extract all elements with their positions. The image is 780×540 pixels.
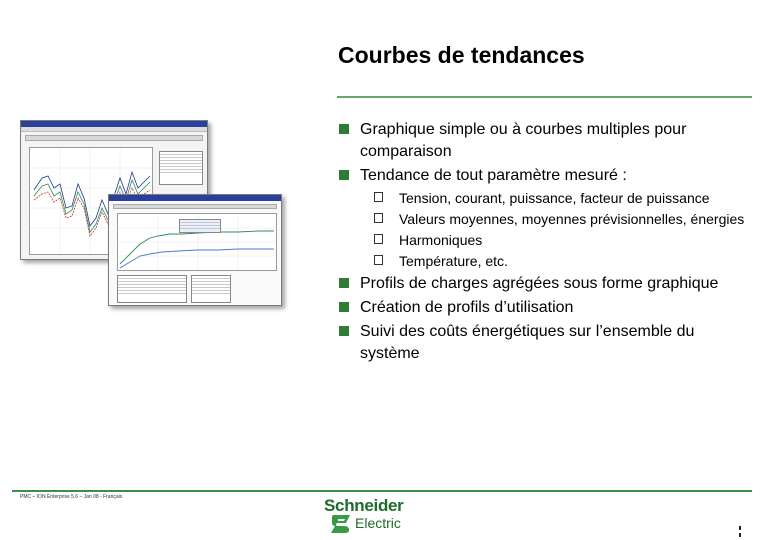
sub-bullet-item	[338, 231, 753, 249]
bullet-text: Création de profils d’utilisation	[360, 299, 574, 316]
slide-title: Courbes de tendances	[338, 42, 585, 68]
hollow-square-bullet-icon	[374, 255, 383, 265]
legend-table-back	[159, 151, 203, 185]
page-marker	[739, 526, 741, 540]
filled-square-bullet-icon	[339, 326, 349, 336]
sub-bullet-item	[338, 252, 753, 270]
sub-bullet-item	[338, 189, 753, 207]
hollow-square-bullet-icon	[374, 213, 383, 223]
filled-square-bullet-icon	[339, 302, 349, 312]
sub-bullet-text: Tension, courant, puissance, facteur de puissance	[399, 190, 710, 206]
bullet-item	[338, 119, 753, 163]
sub-bullet-list	[338, 189, 753, 270]
sub-bullet-text: Température, etc.	[399, 253, 508, 269]
logo-word-bottom: Electric	[355, 515, 401, 531]
trend-window-front	[108, 194, 282, 306]
window-titlebar	[109, 195, 281, 201]
bullet-text: Graphique simple ou à courbes multiples pour comparaison	[360, 121, 687, 160]
bullet-item	[338, 165, 753, 187]
footer-text: PMC – ION Enterprise 5.6 – Jan 08 - Français	[20, 494, 123, 500]
sub-bullet-text: Harmoniques	[399, 232, 483, 248]
logo-word-top: Schneider	[324, 496, 404, 515]
bullet-item	[338, 273, 753, 295]
filled-square-bullet-icon	[339, 278, 349, 288]
bullet-text: Profils de charges agrégées sous forme graphique	[360, 275, 719, 292]
trend-screenshot-collage	[16, 118, 306, 308]
bullet-item	[338, 297, 753, 319]
filled-square-bullet-icon	[339, 124, 349, 134]
bullet-text: Suivi des coûts énergétiques sur l’ensemble du système	[360, 323, 695, 362]
toolbar-strip	[25, 135, 203, 141]
tooltip-box	[179, 219, 221, 233]
footer-divider	[12, 490, 752, 492]
data-table-right	[191, 275, 231, 303]
schneider-electric-logo	[320, 494, 414, 536]
window-menubar	[21, 127, 207, 132]
bullet-text: Tendance de tout paramètre mesuré :	[360, 167, 627, 184]
sub-bullet-item	[338, 210, 753, 228]
toolbar-strip	[113, 204, 277, 209]
title-divider	[337, 96, 752, 98]
bullet-item	[338, 321, 753, 365]
data-table-left	[117, 275, 187, 303]
filled-square-bullet-icon	[339, 170, 349, 180]
schneider-electric-logo-icon	[330, 514, 352, 534]
hollow-square-bullet-icon	[374, 192, 383, 202]
bullet-list	[338, 119, 753, 367]
sub-bullet-text: Valeurs moyennes, moyennes prévisionnelles, énergies	[399, 211, 745, 227]
hollow-square-bullet-icon	[374, 234, 383, 244]
